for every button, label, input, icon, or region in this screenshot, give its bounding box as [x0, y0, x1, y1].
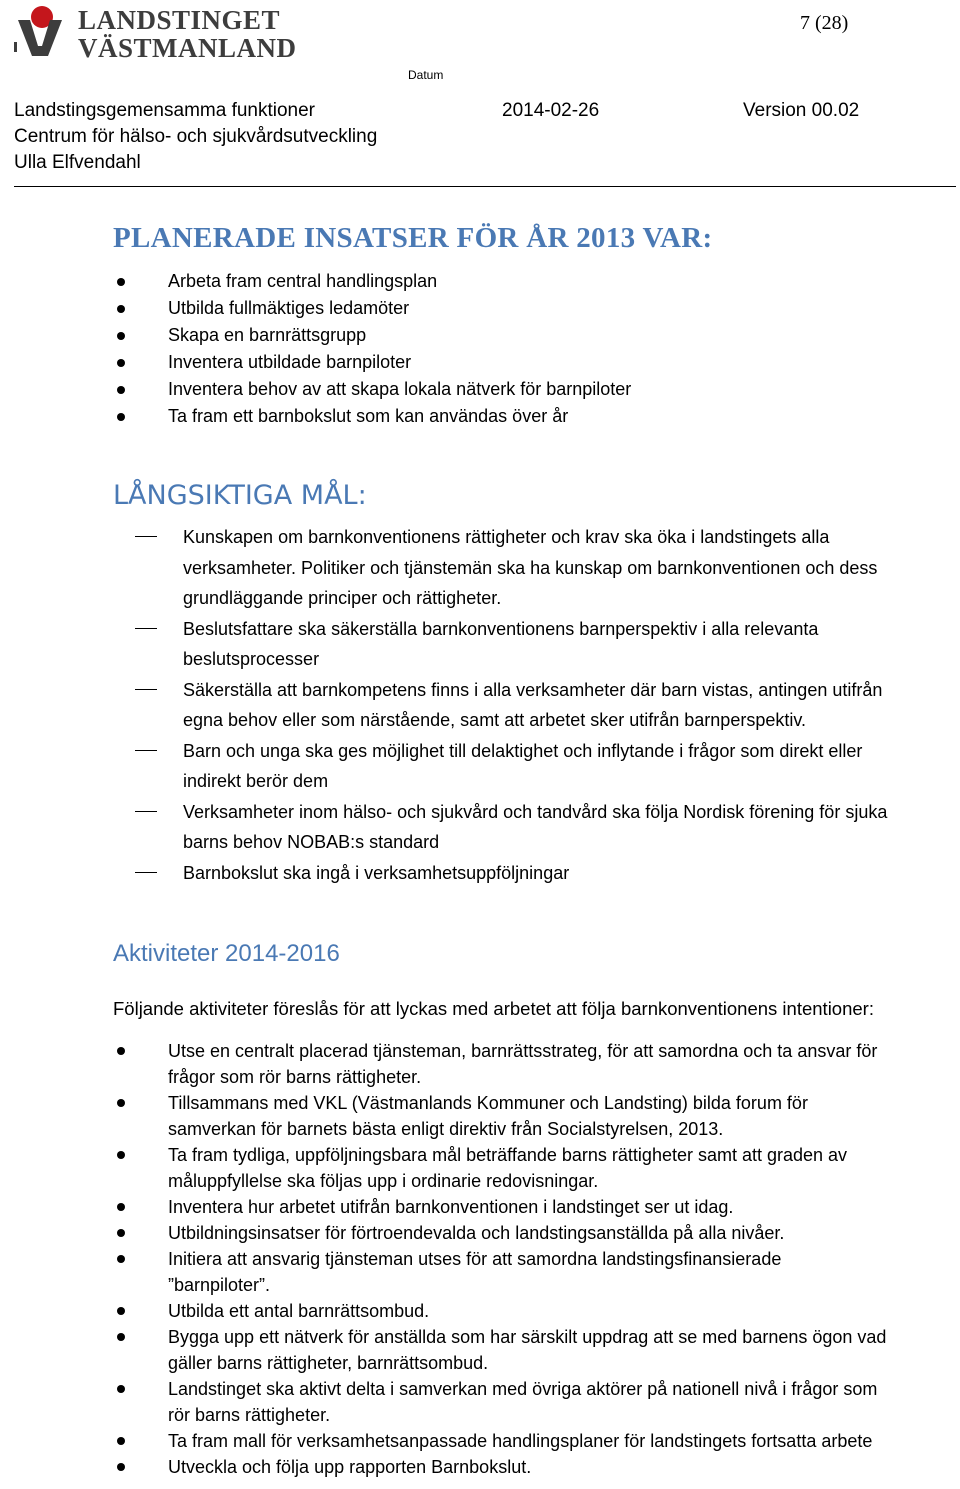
header-date: 2014-02-26 [502, 100, 600, 121]
logo-line-2: VÄSTMANLAND [78, 33, 297, 63]
list-item [113, 1090, 886, 1142]
list-item-line: Ta fram tydliga, uppföljningsbara mål beträffande barns rättigheter samt att graden av [168, 1145, 848, 1165]
list-item: Arbeta fram central handlingsplan [113, 268, 631, 295]
list-item [113, 675, 887, 736]
list-item-line: egna behov eller som närstående, samt att arbetet sker utifrån barnperspektiv. [183, 710, 807, 730]
list-item-line: rör barns rättigheter. [168, 1405, 331, 1425]
list-item-line: Bygga upp ett nätverk för anställda som har särskilt uppdrag att se med barnens ögon vad [168, 1327, 887, 1347]
page-number: 7 (28) [800, 12, 849, 34]
list-item: Skapa en barnrättsgrupp [113, 322, 631, 349]
list-item [113, 1038, 886, 1090]
list-item [113, 858, 887, 889]
list-item-line: gäller barns rättigheter, barnrättsombud. [168, 1353, 489, 1373]
list-item: Utbilda fullmäktiges ledamöter [113, 295, 631, 322]
list-item [113, 1194, 886, 1220]
list-item [113, 1142, 886, 1194]
list-item-line: Kunskapen om barnkonventionens rättigheter och krav ska öka i landstingets alla [183, 527, 830, 547]
list-item-line: Barnbokslut ska ingå i verksamhetsuppföljningar [183, 862, 570, 883]
list-item-line: frågor som rör barns rättigheter. [168, 1067, 422, 1087]
list-item: Inventera utbildade barnpiloter [113, 349, 631, 376]
activities-intro: Följande aktiviteter föreslås för att lyckas med arbetet att följa barnkonventionens intentioner: [113, 998, 874, 1019]
list-item-line: Utse en centralt placerad tjänsteman, barnrättsstrateg, för att samordna och ta ansvar för [168, 1041, 878, 1061]
list-item [113, 736, 887, 797]
list-item-line: Verksamheter inom hälso- och sjukvård och tandvård ska följa Nordisk förening för sjuka [183, 801, 888, 822]
list-item-line: samverkan för barnets bästa enligt direktiv från Socialstyrelsen, 2013. [168, 1119, 724, 1139]
list-item-line: Inventera hur arbetet utifrån barnkonventionen i landstinget ser ut idag. [168, 1197, 734, 1217]
logo-line-1: LANDSTINGET [78, 5, 281, 35]
list-item [113, 522, 887, 614]
list-item-line: Tillsammans med VKL (Västmanlands Kommuner och Landsting) bilda forum för [168, 1093, 808, 1113]
list-item-line: Utveckla och följa upp rapporten Barnbokslut. [168, 1457, 532, 1477]
goals-heading: LÅNGSIKTIGA MÅL: [113, 480, 367, 511]
list-item: Inventera behov av att skapa lokala nätverk för barnpiloter [113, 376, 631, 403]
list-item [113, 1220, 886, 1246]
list-item [113, 1454, 886, 1480]
planned-heading: PLANERADE INSATSER FÖR ÅR 2013 VAR: [113, 222, 713, 254]
logo-text [78, 6, 297, 62]
list-item-line: Barn och unga ska ges möjlighet till delaktighet och inflytande i frågor som direkt eller [183, 740, 863, 761]
list-item-line: Säkerställa att barnkompetens finns i alla verksamheter där barn vistas, antingen utifrån [183, 679, 883, 700]
logo-emblem-icon [14, 2, 66, 58]
list-item [113, 614, 887, 675]
list-item-line: indirekt berör dem [183, 771, 329, 791]
organization-logo [14, 0, 297, 63]
list-item [113, 1428, 886, 1454]
list-item-line: Utbilda ett antal barnrättsombud. [168, 1301, 430, 1321]
goals-list [113, 522, 887, 888]
activities-list [113, 1038, 886, 1480]
list-item-line: måluppfyllelse ska följas upp i ordinarie redovisningar. [168, 1171, 599, 1191]
list-item [113, 1376, 886, 1428]
planned-list [113, 268, 631, 430]
list-item-line: Ta fram mall för verksamhetsanpassade handlingsplaner för landstingets fortsatta arbete [168, 1431, 873, 1451]
list-item-line: ”barnpiloter”. [168, 1275, 271, 1295]
activities-heading: Aktiviteter 2014-2016 [113, 940, 340, 967]
list-item: Ta fram ett barnbokslut som kan användas över år [113, 403, 631, 430]
header-version: Version 00.02 [743, 100, 860, 121]
header-divider [14, 186, 956, 187]
list-item-line: barns behov NOBAB:s standard [183, 832, 440, 852]
list-item-line: verksamheter. Politiker och tjänstemän ska ha kunskap om barnkonventionen och dess [183, 557, 878, 578]
list-item-line: grundläggande principer och rättigheter. [183, 588, 502, 608]
list-item-line: Utbildningsinsatser för förtroendevalda och landstingsanställda på alla nivåer. [168, 1223, 785, 1243]
list-item [113, 1298, 886, 1324]
list-item [113, 1324, 886, 1376]
datum-label: Datum [408, 68, 444, 82]
header-department: Landstingsgemensamma funktioner [14, 100, 316, 121]
list-item-line: beslutsprocesser [183, 649, 320, 669]
list-item-line: Landstinget ska aktivt delta i samverkan med övriga aktörer på nationell nivå i frågor som [168, 1379, 878, 1399]
list-item [113, 797, 887, 858]
header-author: Ulla Elfvendahl [14, 152, 141, 173]
header-center: Centrum för hälso- och sjukvårdsutveckling [14, 126, 378, 147]
list-item-line: Initiera att ansvarig tjänsteman utses för att samordna landstingsfinansierade [168, 1249, 782, 1269]
list-item [113, 1246, 886, 1298]
list-item-line: Beslutsfattare ska säkerställa barnkonventionens barnperspektiv i alla relevanta [183, 618, 819, 639]
